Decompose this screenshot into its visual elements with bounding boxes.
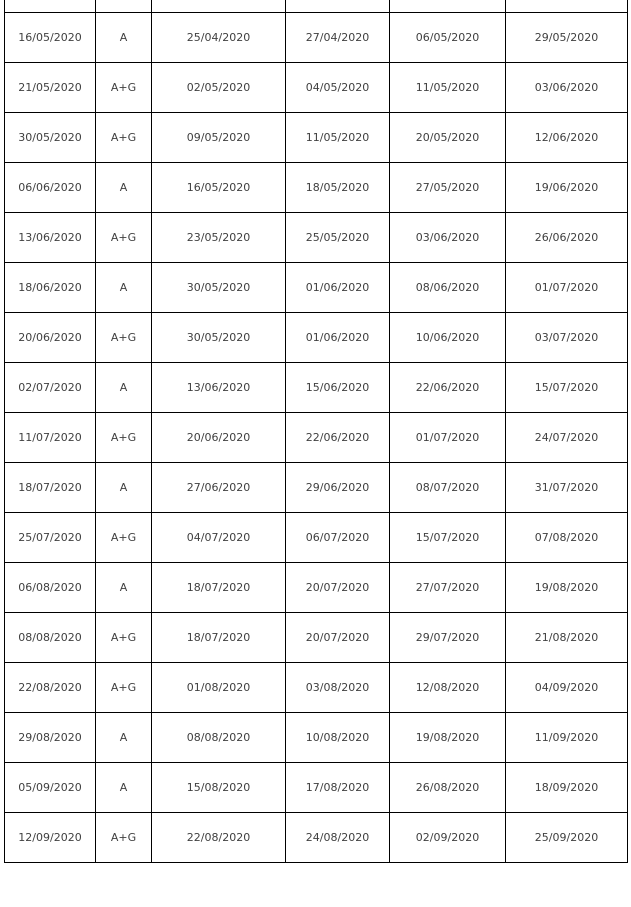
date-cell: 02/07/2020 [5, 363, 96, 413]
date-cell: 08/08/2020 [5, 613, 96, 663]
date-cell: 30/05/2020 [5, 113, 96, 163]
date-cell-3: 06/07/2020 [286, 513, 390, 563]
date-cell: 21/05/2020 [5, 63, 96, 113]
date-cell: 12/09/2020 [5, 813, 96, 863]
date-cell: 05/09/2020 [5, 763, 96, 813]
date-cell-4: 06/05/2020 [390, 13, 506, 63]
schedule-table [4, 0, 628, 863]
date-cell-2: 30/05/2020 [152, 263, 286, 313]
date-cell-5: 15/07/2020 [506, 363, 628, 413]
date-cell: 13/06/2020 [5, 213, 96, 263]
schedule-table-body [5, 0, 628, 863]
date-cell-2: 16/05/2020 [152, 163, 286, 213]
table-row [5, 213, 628, 263]
date-cell-5: 26/06/2020 [506, 213, 628, 263]
date-cell-4: 12/08/2020 [390, 663, 506, 713]
date-cell-5: 03/07/2020 [506, 313, 628, 363]
date-cell-2: 30/05/2020 [152, 313, 286, 363]
date-cell-4: 27/07/2020 [390, 563, 506, 613]
date-cell: 25/07/2020 [5, 513, 96, 563]
table-row [5, 13, 628, 63]
date-cell-2: 18/07/2020 [152, 563, 286, 613]
date-cell-3: 20/07/2020 [286, 613, 390, 663]
date-cell: 06/06/2020 [5, 163, 96, 213]
table-row [5, 63, 628, 113]
type-cell: A [96, 463, 152, 513]
table-row [5, 763, 628, 813]
date-cell-3 [286, 0, 390, 13]
type-cell: A+G [96, 663, 152, 713]
date-cell-4: 11/05/2020 [390, 63, 506, 113]
date-cell-4 [390, 0, 506, 13]
date-cell-3: 18/05/2020 [286, 163, 390, 213]
table-row [5, 613, 628, 663]
date-cell-3: 03/08/2020 [286, 663, 390, 713]
date-cell-2 [152, 0, 286, 13]
date-cell-2: 09/05/2020 [152, 113, 286, 163]
date-cell-2: 23/05/2020 [152, 213, 286, 263]
table-row [5, 313, 628, 363]
date-cell-5: 19/08/2020 [506, 563, 628, 613]
date-cell: 16/05/2020 [5, 13, 96, 63]
date-cell-5: 03/06/2020 [506, 63, 628, 113]
date-cell-3: 22/06/2020 [286, 413, 390, 463]
table-row [5, 263, 628, 313]
date-cell: 06/08/2020 [5, 563, 96, 613]
date-cell-3: 17/08/2020 [286, 763, 390, 813]
type-cell [96, 0, 152, 13]
table-row [5, 513, 628, 563]
table-row [5, 663, 628, 713]
date-cell-4: 26/08/2020 [390, 763, 506, 813]
date-cell-4: 29/07/2020 [390, 613, 506, 663]
date-cell-4: 20/05/2020 [390, 113, 506, 163]
date-cell-5: 24/07/2020 [506, 413, 628, 463]
table-row [5, 713, 628, 763]
date-cell-3: 27/04/2020 [286, 13, 390, 63]
date-cell: 11/07/2020 [5, 413, 96, 463]
date-cell-4: 08/07/2020 [390, 463, 506, 513]
type-cell: A+G [96, 813, 152, 863]
date-cell-2: 18/07/2020 [152, 613, 286, 663]
date-cell-2: 15/08/2020 [152, 763, 286, 813]
type-cell: A [96, 563, 152, 613]
type-cell: A [96, 163, 152, 213]
date-cell: 20/06/2020 [5, 313, 96, 363]
date-cell-2: 25/04/2020 [152, 13, 286, 63]
date-cell-3: 20/07/2020 [286, 563, 390, 613]
table-row [5, 813, 628, 863]
date-cell-2: 01/08/2020 [152, 663, 286, 713]
date-cell-4: 19/08/2020 [390, 713, 506, 763]
date-cell [5, 0, 96, 13]
date-cell-4: 27/05/2020 [390, 163, 506, 213]
date-cell-5: 01/07/2020 [506, 263, 628, 313]
date-cell: 18/07/2020 [5, 463, 96, 513]
date-cell: 22/08/2020 [5, 663, 96, 713]
date-cell-5: 07/08/2020 [506, 513, 628, 563]
date-cell-3: 15/06/2020 [286, 363, 390, 413]
date-cell-2: 08/08/2020 [152, 713, 286, 763]
type-cell: A+G [96, 613, 152, 663]
date-cell: 18/06/2020 [5, 263, 96, 313]
type-cell: A+G [96, 313, 152, 363]
date-cell-5: 18/09/2020 [506, 763, 628, 813]
date-cell-2: 02/05/2020 [152, 63, 286, 113]
type-cell: A+G [96, 113, 152, 163]
date-cell-3: 04/05/2020 [286, 63, 390, 113]
table-row [5, 413, 628, 463]
type-cell: A [96, 713, 152, 763]
date-cell-5: 21/08/2020 [506, 613, 628, 663]
type-cell: A [96, 763, 152, 813]
type-cell: A [96, 263, 152, 313]
date-cell-3: 29/06/2020 [286, 463, 390, 513]
date-cell-3: 24/08/2020 [286, 813, 390, 863]
date-cell-5: 04/09/2020 [506, 663, 628, 713]
table-row [5, 363, 628, 413]
date-cell-3: 11/05/2020 [286, 113, 390, 163]
table-row [5, 563, 628, 613]
table-row [5, 113, 628, 163]
date-cell-3: 25/05/2020 [286, 213, 390, 263]
date-cell-2: 22/08/2020 [152, 813, 286, 863]
type-cell: A [96, 363, 152, 413]
date-cell-4: 22/06/2020 [390, 363, 506, 413]
type-cell: A+G [96, 63, 152, 113]
date-cell-5: 25/09/2020 [506, 813, 628, 863]
date-cell-5: 11/09/2020 [506, 713, 628, 763]
type-cell: A+G [96, 413, 152, 463]
table-row [5, 463, 628, 513]
date-cell-2: 13/06/2020 [152, 363, 286, 413]
date-cell-2: 04/07/2020 [152, 513, 286, 563]
table-row [5, 0, 628, 13]
date-cell-5: 19/06/2020 [506, 163, 628, 213]
date-cell-4: 08/06/2020 [390, 263, 506, 313]
table-row [5, 163, 628, 213]
type-cell: A+G [96, 213, 152, 263]
date-cell-2: 20/06/2020 [152, 413, 286, 463]
date-cell-5: 12/06/2020 [506, 113, 628, 163]
date-cell: 29/08/2020 [5, 713, 96, 763]
date-cell-4: 03/06/2020 [390, 213, 506, 263]
type-cell: A [96, 13, 152, 63]
date-cell-2: 27/06/2020 [152, 463, 286, 513]
date-cell-3: 10/08/2020 [286, 713, 390, 763]
date-cell-5: 31/07/2020 [506, 463, 628, 513]
date-cell-5 [506, 0, 628, 13]
date-cell-4: 02/09/2020 [390, 813, 506, 863]
date-cell-4: 01/07/2020 [390, 413, 506, 463]
date-cell-3: 01/06/2020 [286, 263, 390, 313]
date-cell-3: 01/06/2020 [286, 313, 390, 363]
date-cell-5: 29/05/2020 [506, 13, 628, 63]
date-cell-4: 10/06/2020 [390, 313, 506, 363]
type-cell: A+G [96, 513, 152, 563]
date-cell-4: 15/07/2020 [390, 513, 506, 563]
